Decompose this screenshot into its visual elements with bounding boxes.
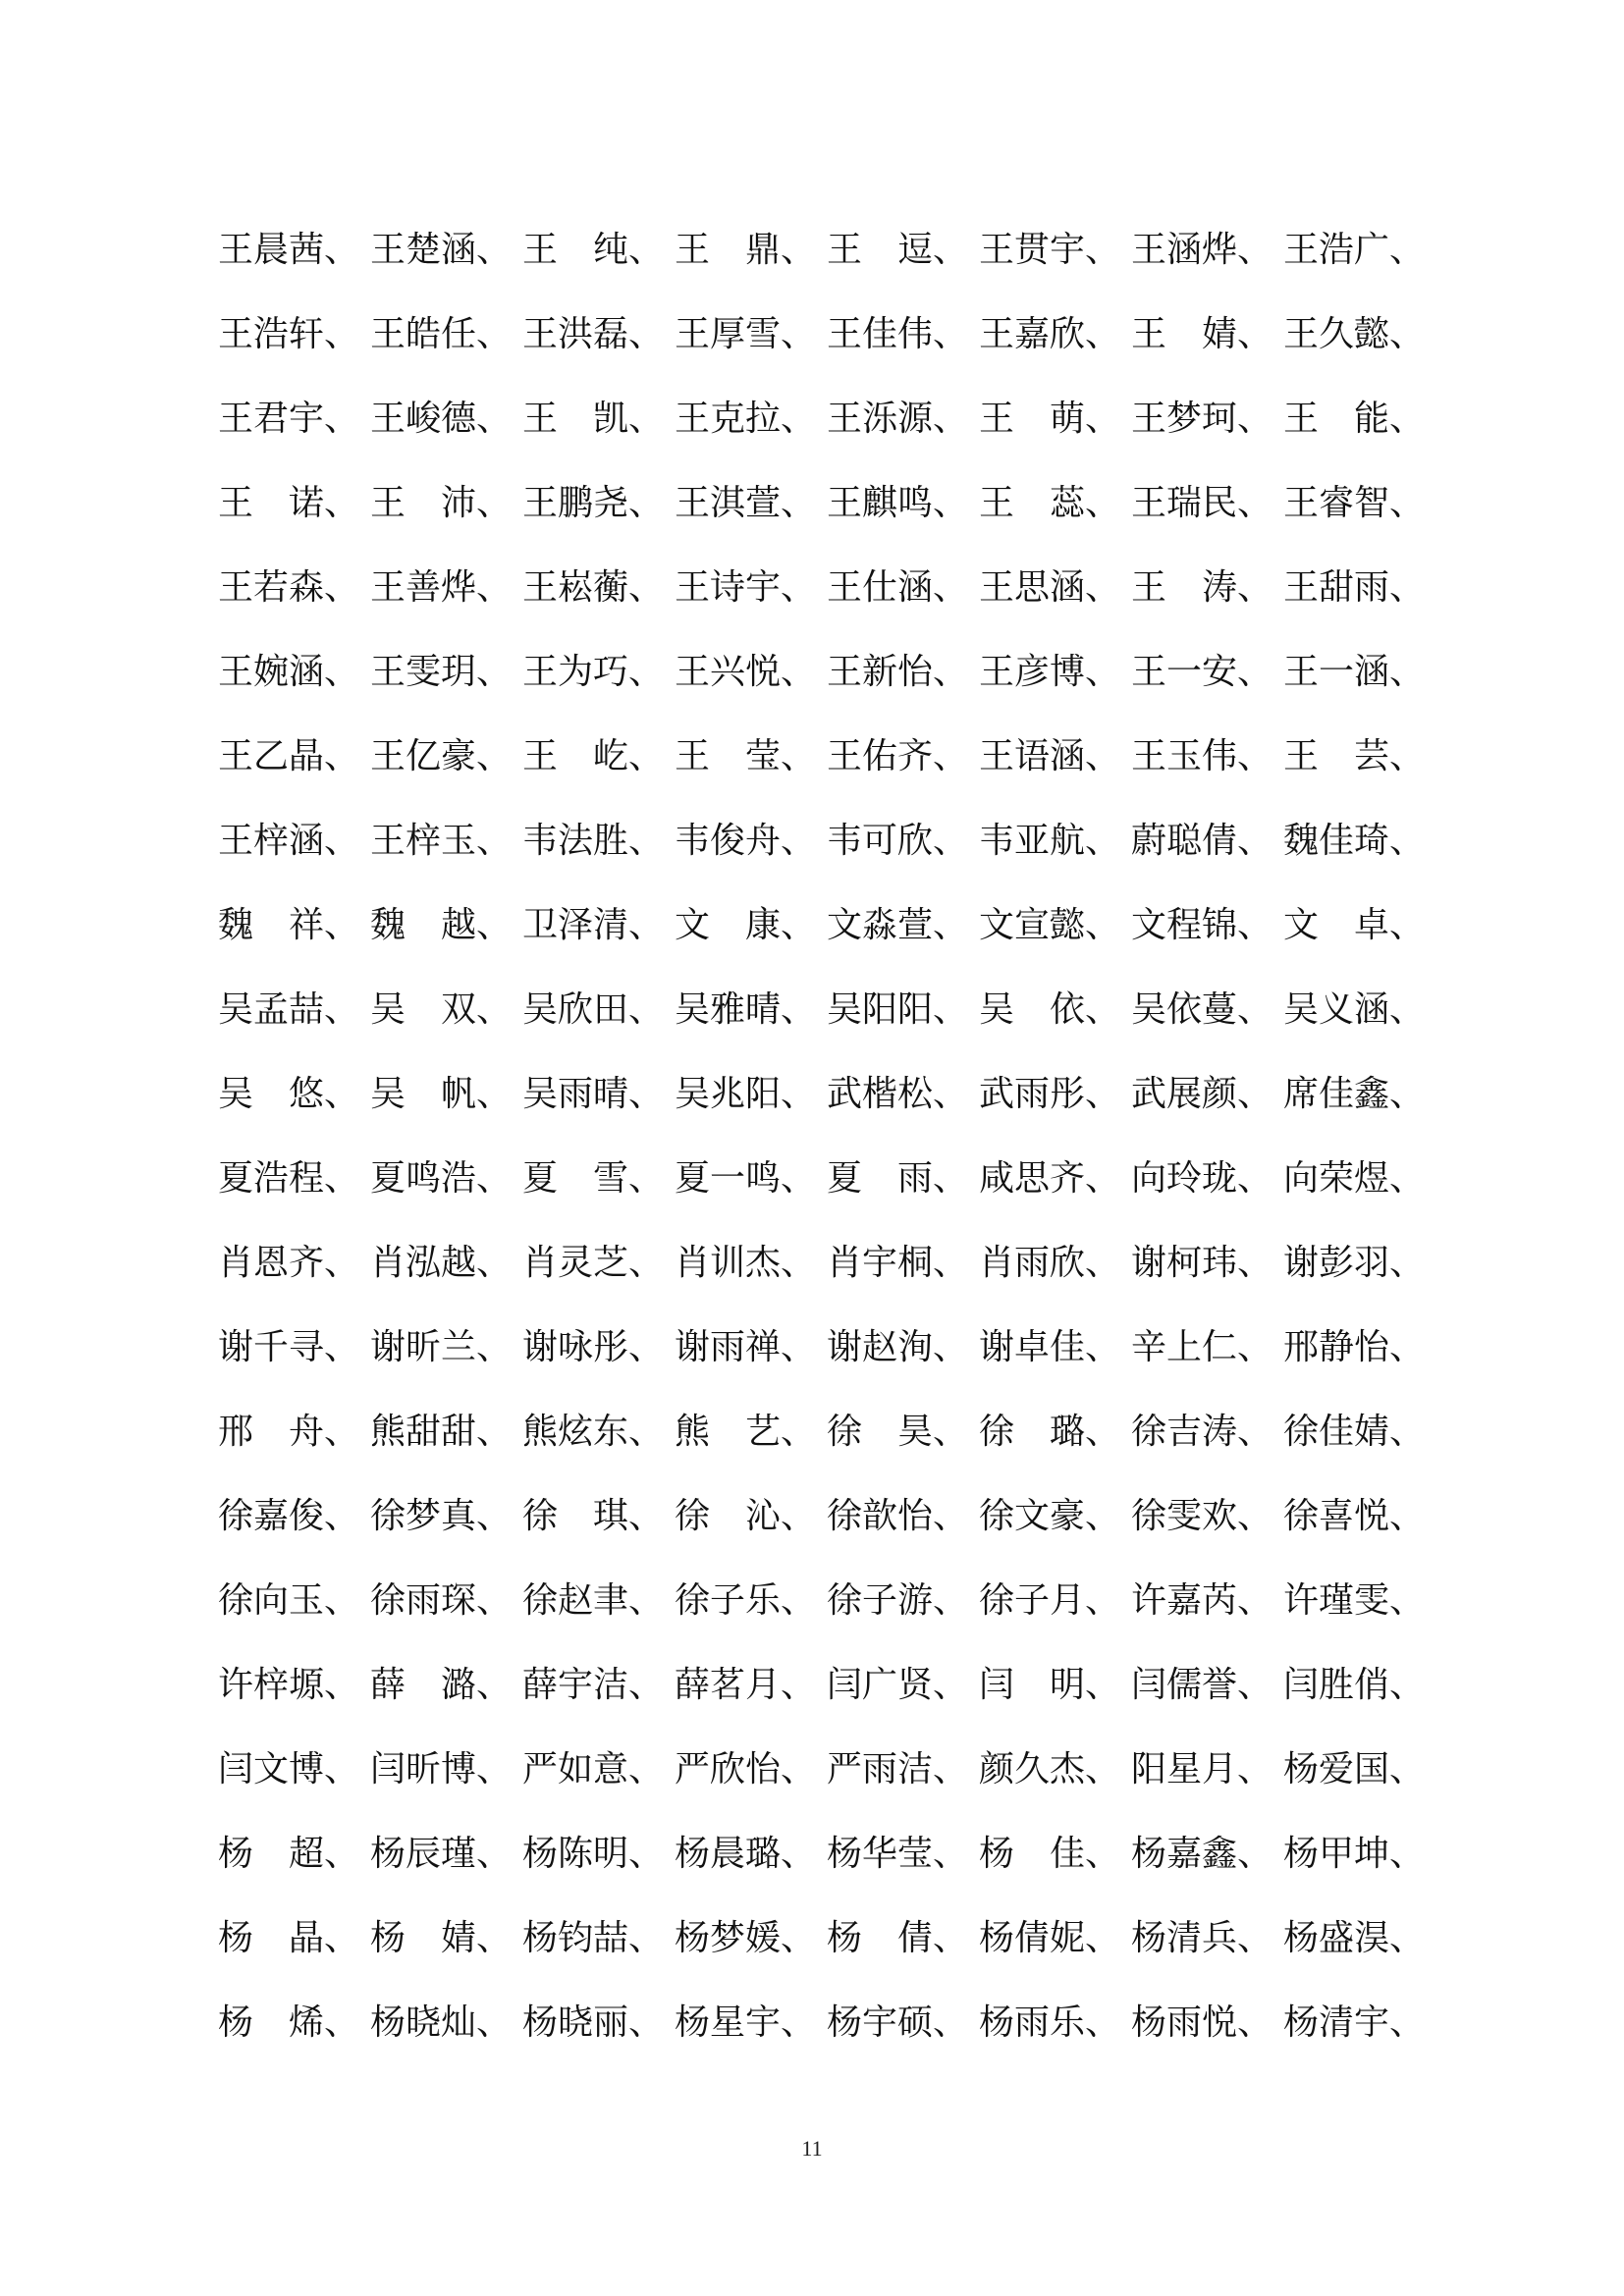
name-entry: 王梓玉、 — [370, 821, 513, 861]
name-entry: 杨雨悦、 — [1131, 2002, 1273, 2043]
name-entry: 吴依蔓、 — [1131, 989, 1273, 1030]
name-line — [218, 1052, 1435, 1137]
name-entry: 杨 烯、 — [218, 2002, 360, 2043]
name-entry: 薛 潞、 — [370, 1665, 513, 1705]
name-entry: 徐梦真、 — [370, 1496, 513, 1536]
name-entry: 王 凯、 — [522, 399, 665, 439]
name-entry: 吴 悠、 — [218, 1074, 360, 1114]
name-entry: 吴阳阳、 — [827, 989, 969, 1030]
name-line — [218, 377, 1435, 461]
name-entry: 肖训杰、 — [675, 1243, 817, 1283]
name-entry: 徐雯欢、 — [1131, 1496, 1273, 1536]
name-entry: 韦法胜、 — [522, 821, 665, 861]
name-entry: 严雨洁、 — [827, 1749, 969, 1789]
name-line — [218, 293, 1435, 377]
name-entry: 王久懿、 — [1283, 314, 1426, 354]
name-entry: 王贯宇、 — [979, 230, 1121, 270]
name-entry: 吴孟喆、 — [218, 989, 360, 1030]
name-entry: 严欣怡、 — [675, 1749, 817, 1789]
name-entry: 肖雨欣、 — [979, 1243, 1121, 1283]
name-line — [218, 1390, 1435, 1474]
name-entry: 谢雨禅、 — [675, 1327, 817, 1367]
page-number: 11 — [801, 2136, 823, 2161]
name-entry: 王 鼎、 — [675, 230, 817, 270]
name-entry: 武雨彤、 — [979, 1074, 1121, 1114]
name-entry: 徐吉涛、 — [1131, 1412, 1273, 1452]
name-entry: 谢赵洵、 — [827, 1327, 969, 1367]
name-entry: 王晨茜、 — [218, 230, 360, 270]
name-entry: 王涵烨、 — [1131, 230, 1273, 270]
name-entry: 谢昕兰、 — [370, 1327, 513, 1367]
name-entry: 辛上仁、 — [1131, 1327, 1273, 1367]
name-entry: 夏 雪、 — [522, 1158, 665, 1199]
name-entry: 许梓塬、 — [218, 1665, 360, 1705]
name-entry: 谢卓佳、 — [979, 1327, 1121, 1367]
name-entry: 夏 雨、 — [827, 1158, 969, 1199]
name-entry: 杨华莹、 — [827, 1834, 969, 1874]
name-entry: 王瑞民、 — [1131, 483, 1273, 523]
name-entry: 卫泽清、 — [522, 905, 665, 945]
name-entry: 杨晓丽、 — [522, 2002, 665, 2043]
name-entry: 王雯玥、 — [370, 652, 513, 692]
name-entry: 杨倩妮、 — [979, 1918, 1121, 1958]
name-entry: 王一涵、 — [1283, 652, 1426, 692]
name-entry: 魏 祥、 — [218, 905, 360, 945]
name-line — [218, 715, 1435, 799]
name-entry: 徐赵聿、 — [522, 1580, 665, 1621]
name-entry: 王仕涵、 — [827, 567, 969, 608]
name-line — [218, 1643, 1435, 1728]
name-line — [218, 1221, 1435, 1306]
name-line — [218, 883, 1435, 968]
name-entry: 王鹏尧、 — [522, 483, 665, 523]
name-entry: 夏浩程、 — [218, 1158, 360, 1199]
name-entry: 王为巧、 — [522, 652, 665, 692]
name-entry: 杨晨璐、 — [675, 1834, 817, 1874]
name-entry: 魏佳琦、 — [1283, 821, 1426, 861]
name-entry: 王兴悦、 — [675, 652, 817, 692]
name-entry: 吴雨晴、 — [522, 1074, 665, 1114]
name-entry: 王 诺、 — [218, 483, 360, 523]
name-entry: 杨 婧、 — [370, 1918, 513, 1958]
name-entry: 杨陈明、 — [522, 1834, 665, 1874]
name-entry: 王 芸、 — [1283, 736, 1426, 776]
name-line — [218, 968, 1435, 1052]
name-entry: 闫胜俏、 — [1283, 1665, 1426, 1705]
name-entry: 王君宇、 — [218, 399, 360, 439]
name-line — [218, 630, 1435, 715]
name-entry: 王语涵、 — [979, 736, 1121, 776]
name-entry: 王皓任、 — [370, 314, 513, 354]
name-entry: 夏鸣浩、 — [370, 1158, 513, 1199]
name-entry: 闫 明、 — [979, 1665, 1121, 1705]
name-entry: 徐喜悦、 — [1283, 1496, 1426, 1536]
name-entry: 熊炫东、 — [522, 1412, 665, 1452]
name-entry: 吴欣田、 — [522, 989, 665, 1030]
name-entry: 闫文博、 — [218, 1749, 360, 1789]
name-entry: 徐 琪、 — [522, 1496, 665, 1536]
name-line — [218, 546, 1435, 630]
name-entry: 杨 超、 — [218, 1834, 360, 1874]
name-entry: 杨清宇、 — [1283, 2002, 1426, 2043]
name-entry: 严如意、 — [522, 1749, 665, 1789]
name-entry: 王梓涵、 — [218, 821, 360, 861]
name-entry: 蔚聪倩、 — [1131, 821, 1273, 861]
name-entry: 吴雅晴、 — [675, 989, 817, 1030]
name-entry: 王 蕊、 — [979, 483, 1121, 523]
name-entry: 邢静怡、 — [1283, 1327, 1426, 1367]
name-entry: 闫昕博、 — [370, 1749, 513, 1789]
name-entry: 杨辰瑾、 — [370, 1834, 513, 1874]
name-entry: 王克拉、 — [675, 399, 817, 439]
name-entry: 王佳伟、 — [827, 314, 969, 354]
name-entry: 熊甜甜、 — [370, 1412, 513, 1452]
name-entry: 杨 佳、 — [979, 1834, 1121, 1874]
name-entry: 王甜雨、 — [1283, 567, 1426, 608]
name-entry: 吴 帆、 — [370, 1074, 513, 1114]
name-line — [218, 1559, 1435, 1643]
name-entry: 韦亚航、 — [979, 821, 1121, 861]
name-entry: 王善烨、 — [370, 567, 513, 608]
name-entry: 王若森、 — [218, 567, 360, 608]
name-entry: 杨星宇、 — [675, 2002, 817, 2043]
name-entry: 王楚涵、 — [370, 230, 513, 270]
name-entry: 杨雨乐、 — [979, 2002, 1121, 2043]
name-entry: 王 能、 — [1283, 399, 1426, 439]
name-entry: 徐 璐、 — [979, 1412, 1121, 1452]
name-entry: 王睿智、 — [1283, 483, 1426, 523]
name-entry: 吴义涵、 — [1283, 989, 1426, 1030]
name-entry: 王 屹、 — [522, 736, 665, 776]
name-entry: 颜久杰、 — [979, 1749, 1121, 1789]
name-entry: 杨爱国、 — [1283, 1749, 1426, 1789]
name-entry: 魏 越、 — [370, 905, 513, 945]
name-entry: 向玲珑、 — [1131, 1158, 1273, 1199]
name-entry: 肖恩齐、 — [218, 1243, 360, 1283]
name-entry: 徐子游、 — [827, 1580, 969, 1621]
name-entry: 杨甲坤、 — [1283, 1834, 1426, 1874]
name-line — [218, 799, 1435, 883]
name-entry: 吴 依、 — [979, 989, 1121, 1030]
name-entry: 文 康、 — [675, 905, 817, 945]
name-entry: 韦俊舟、 — [675, 821, 817, 861]
name-entry: 薛宇洁、 — [522, 1665, 665, 1705]
name-entry: 杨钧喆、 — [522, 1918, 665, 1958]
name-entry: 徐佳婧、 — [1283, 1412, 1426, 1452]
name-entry: 徐文豪、 — [979, 1496, 1121, 1536]
name-line — [218, 1474, 1435, 1559]
name-entry: 王玉伟、 — [1131, 736, 1273, 776]
name-line — [218, 1896, 1435, 1981]
name-entry: 王亿豪、 — [370, 736, 513, 776]
name-entry: 吴兆阳、 — [675, 1074, 817, 1114]
name-entry: 王峻德、 — [370, 399, 513, 439]
name-entry: 许瑾雯、 — [1283, 1580, 1426, 1621]
name-entry: 徐嘉俊、 — [218, 1496, 360, 1536]
name-entry: 王淇萱、 — [675, 483, 817, 523]
name-list — [218, 208, 1435, 2065]
name-line — [218, 1137, 1435, 1221]
name-entry: 王 萌、 — [979, 399, 1121, 439]
name-entry: 王浩广、 — [1283, 230, 1426, 270]
name-entry: 闫广贤、 — [827, 1665, 969, 1705]
name-entry: 薛茗月、 — [675, 1665, 817, 1705]
name-entry: 徐 沁、 — [675, 1496, 817, 1536]
name-entry: 肖泓越、 — [370, 1243, 513, 1283]
name-entry: 徐歆怡、 — [827, 1496, 969, 1536]
name-entry: 韦可欣、 — [827, 821, 969, 861]
name-line — [218, 1981, 1435, 2065]
name-entry: 阳星月、 — [1131, 1749, 1273, 1789]
name-line — [218, 1728, 1435, 1812]
name-entry: 王麒鸣、 — [827, 483, 969, 523]
name-entry: 徐 昊、 — [827, 1412, 969, 1452]
name-entry: 向荣煜、 — [1283, 1158, 1426, 1199]
name-entry: 杨宇硕、 — [827, 2002, 969, 2043]
name-entry: 杨 倩、 — [827, 1918, 969, 1958]
name-entry: 闫儒誉、 — [1131, 1665, 1273, 1705]
name-entry: 王彦博、 — [979, 652, 1121, 692]
name-entry: 王乙晶、 — [218, 736, 360, 776]
name-entry: 王洪磊、 — [522, 314, 665, 354]
name-entry: 王 沛、 — [370, 483, 513, 523]
name-line — [218, 208, 1435, 293]
name-line — [218, 1306, 1435, 1390]
name-entry: 王佑齐、 — [827, 736, 969, 776]
name-entry: 吴 双、 — [370, 989, 513, 1030]
name-entry: 王梦珂、 — [1131, 399, 1273, 439]
name-entry: 文 卓、 — [1283, 905, 1426, 945]
name-entry: 谢彭羽、 — [1283, 1243, 1426, 1283]
name-entry: 王新怡、 — [827, 652, 969, 692]
name-entry: 杨盛淏、 — [1283, 1918, 1426, 1958]
name-entry: 王诗宇、 — [675, 567, 817, 608]
name-entry: 杨晓灿、 — [370, 2002, 513, 2043]
name-entry: 王思涵、 — [979, 567, 1121, 608]
name-entry: 王 莹、 — [675, 736, 817, 776]
name-entry: 杨清兵、 — [1131, 1918, 1273, 1958]
name-entry: 肖宇桐、 — [827, 1243, 969, 1283]
name-entry: 武展颜、 — [1131, 1074, 1273, 1114]
name-entry: 王浩轩、 — [218, 314, 360, 354]
name-entry: 夏一鸣、 — [675, 1158, 817, 1199]
name-entry: 肖灵芝、 — [522, 1243, 665, 1283]
name-entry: 文淼萱、 — [827, 905, 969, 945]
name-line — [218, 461, 1435, 546]
name-entry: 谢咏彤、 — [522, 1327, 665, 1367]
name-entry: 王崧蘅、 — [522, 567, 665, 608]
name-entry: 杨梦媛、 — [675, 1918, 817, 1958]
name-entry: 许嘉芮、 — [1131, 1580, 1273, 1621]
name-entry: 徐向玉、 — [218, 1580, 360, 1621]
name-entry: 邢 舟、 — [218, 1412, 360, 1452]
name-entry: 熊 艺、 — [675, 1412, 817, 1452]
name-entry: 咸思齐、 — [979, 1158, 1121, 1199]
name-entry: 文宣懿、 — [979, 905, 1121, 945]
name-entry: 王婉涵、 — [218, 652, 360, 692]
name-line — [218, 1812, 1435, 1896]
name-entry: 文程锦、 — [1131, 905, 1273, 945]
name-entry: 王 纯、 — [522, 230, 665, 270]
name-entry: 王泺源、 — [827, 399, 969, 439]
name-entry: 徐雨琛、 — [370, 1580, 513, 1621]
name-entry: 谢柯玮、 — [1131, 1243, 1273, 1283]
name-entry: 席佳鑫、 — [1283, 1074, 1426, 1114]
name-entry: 王 涛、 — [1131, 567, 1273, 608]
name-entry: 王 逗、 — [827, 230, 969, 270]
name-entry: 徐子乐、 — [675, 1580, 817, 1621]
name-entry: 王厚雪、 — [675, 314, 817, 354]
name-entry: 武楷松、 — [827, 1074, 969, 1114]
name-entry: 王嘉欣、 — [979, 314, 1121, 354]
name-entry: 杨 晶、 — [218, 1918, 360, 1958]
name-entry: 徐子月、 — [979, 1580, 1121, 1621]
name-entry: 王一安、 — [1131, 652, 1273, 692]
name-entry: 谢千寻、 — [218, 1327, 360, 1367]
name-entry: 王 婧、 — [1131, 314, 1273, 354]
name-entry: 杨嘉鑫、 — [1131, 1834, 1273, 1874]
